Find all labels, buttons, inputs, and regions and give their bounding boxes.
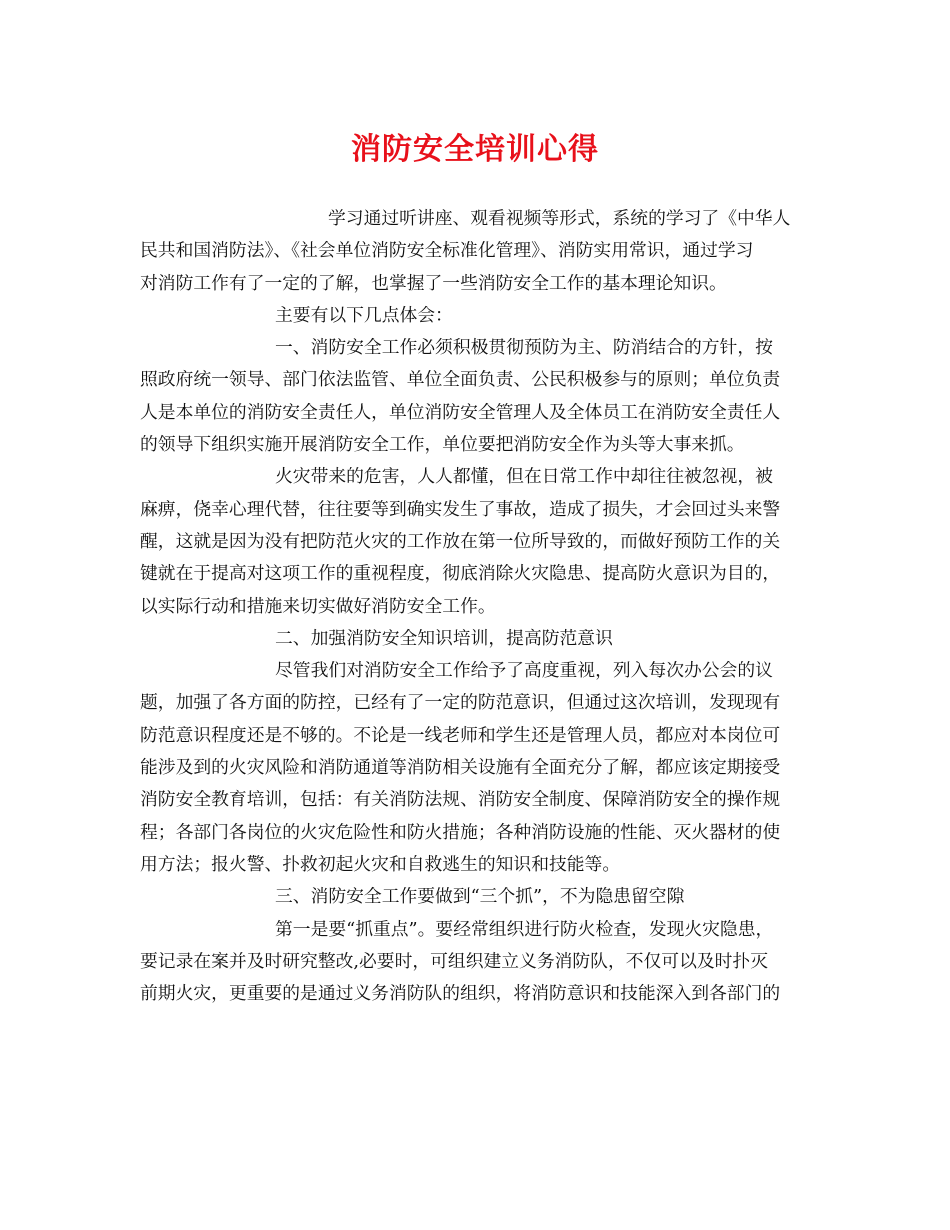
body-line: 照政府统一领导、部门依法监管、单位全面负责、公民积极参与的原则；单位负责: [140, 369, 781, 391]
body-line: 程；各部门各岗位的火灾危险性和防火措施；各种消防设施的性能、灭火器材的使: [140, 821, 781, 843]
body-line: 一、消防安全工作必须积极贯彻预防为主、防消结合的方针，按: [275, 337, 773, 359]
body-line: 主要有以下几点体会：: [275, 304, 453, 326]
body-line: 第一是要“抓重点”。要经常组织进行防火检查，发现火灾隐患，: [275, 918, 774, 940]
body-line: 醒，这就是因为没有把防范火灾的工作放在第一位所导致的，而做好预防工作的关: [140, 530, 781, 552]
body-line: 火灾带来的危害，人人都懂，但在日常工作中却往往被忽视，被: [275, 466, 773, 488]
body-line: 人是本单位的消防安全责任人，单位消防安全管理人及全体员工在消防安全责任人: [140, 401, 781, 423]
body-line: 三、消防安全工作要做到“三个抓”，不为隐患留空隙: [275, 886, 685, 908]
body-line: 的领导下组织实施开展消防安全工作，单位要把消防安全作为头等大事来抓。: [140, 434, 745, 456]
body-line: 学习通过听讲座、观看视频等形式，系统的学习了《中华人: [328, 208, 791, 229]
body-line: 能涉及到的火灾风险和消防通道等消防相关设施有全面充分了解，都应该定期接受: [140, 757, 781, 779]
body-line: 前期火灾，更重要的是通过义务消防队的组织，将消防意识和技能深入到各部门的: [140, 983, 781, 1005]
body-line: 以实际行动和措施来切实做好消防安全工作。: [140, 595, 496, 617]
body-line: 题，加强了各方面的防控，已经有了一定的防范意识，但通过这次培训，发现现有: [140, 692, 781, 714]
body-line: 对消防工作有了一定的了解，也掌握了一些消防安全工作的基本理论知识。: [140, 272, 727, 294]
document-title: 消防安全培训心得: [351, 132, 599, 167]
body-line: 用方法；报火警、扑救初起火灾和自救逃生的知识和技能等。: [140, 853, 621, 875]
body-line: 麻痹，侥幸心理代替，往往要等到确实发生了事故，造成了损失，才会回过头来警: [140, 498, 781, 520]
body-line: 尽管我们对消防安全工作给予了高度重视，列入每次办公会的议: [275, 660, 773, 682]
body-line: 防范意识程度还是不够的。不论是一线老师和学生还是管理人员，都应对本岗位可: [140, 724, 781, 746]
body-line: 二、加强消防安全知识培训，提高防范意识: [275, 627, 613, 649]
body-line: 消防安全教育培训，包括：有关消防法规、消防安全制度、保障消防安全的操作规: [140, 789, 781, 811]
body-line: 民共和国消防法》、《社会单位消防安全标准化管理》、消防实用常识，通过学习: [140, 240, 754, 262]
document-body: [140, 203, 816, 1010]
body-line: 要记录在案并及时研究整改,必要时，可组织建立义务消防队，不仅可以及时扑灭: [140, 950, 768, 972]
body-line: 键就在于提高对这项工作的重视程度，彻底消除火灾隐患、提高防火意识为目的，: [140, 563, 781, 585]
